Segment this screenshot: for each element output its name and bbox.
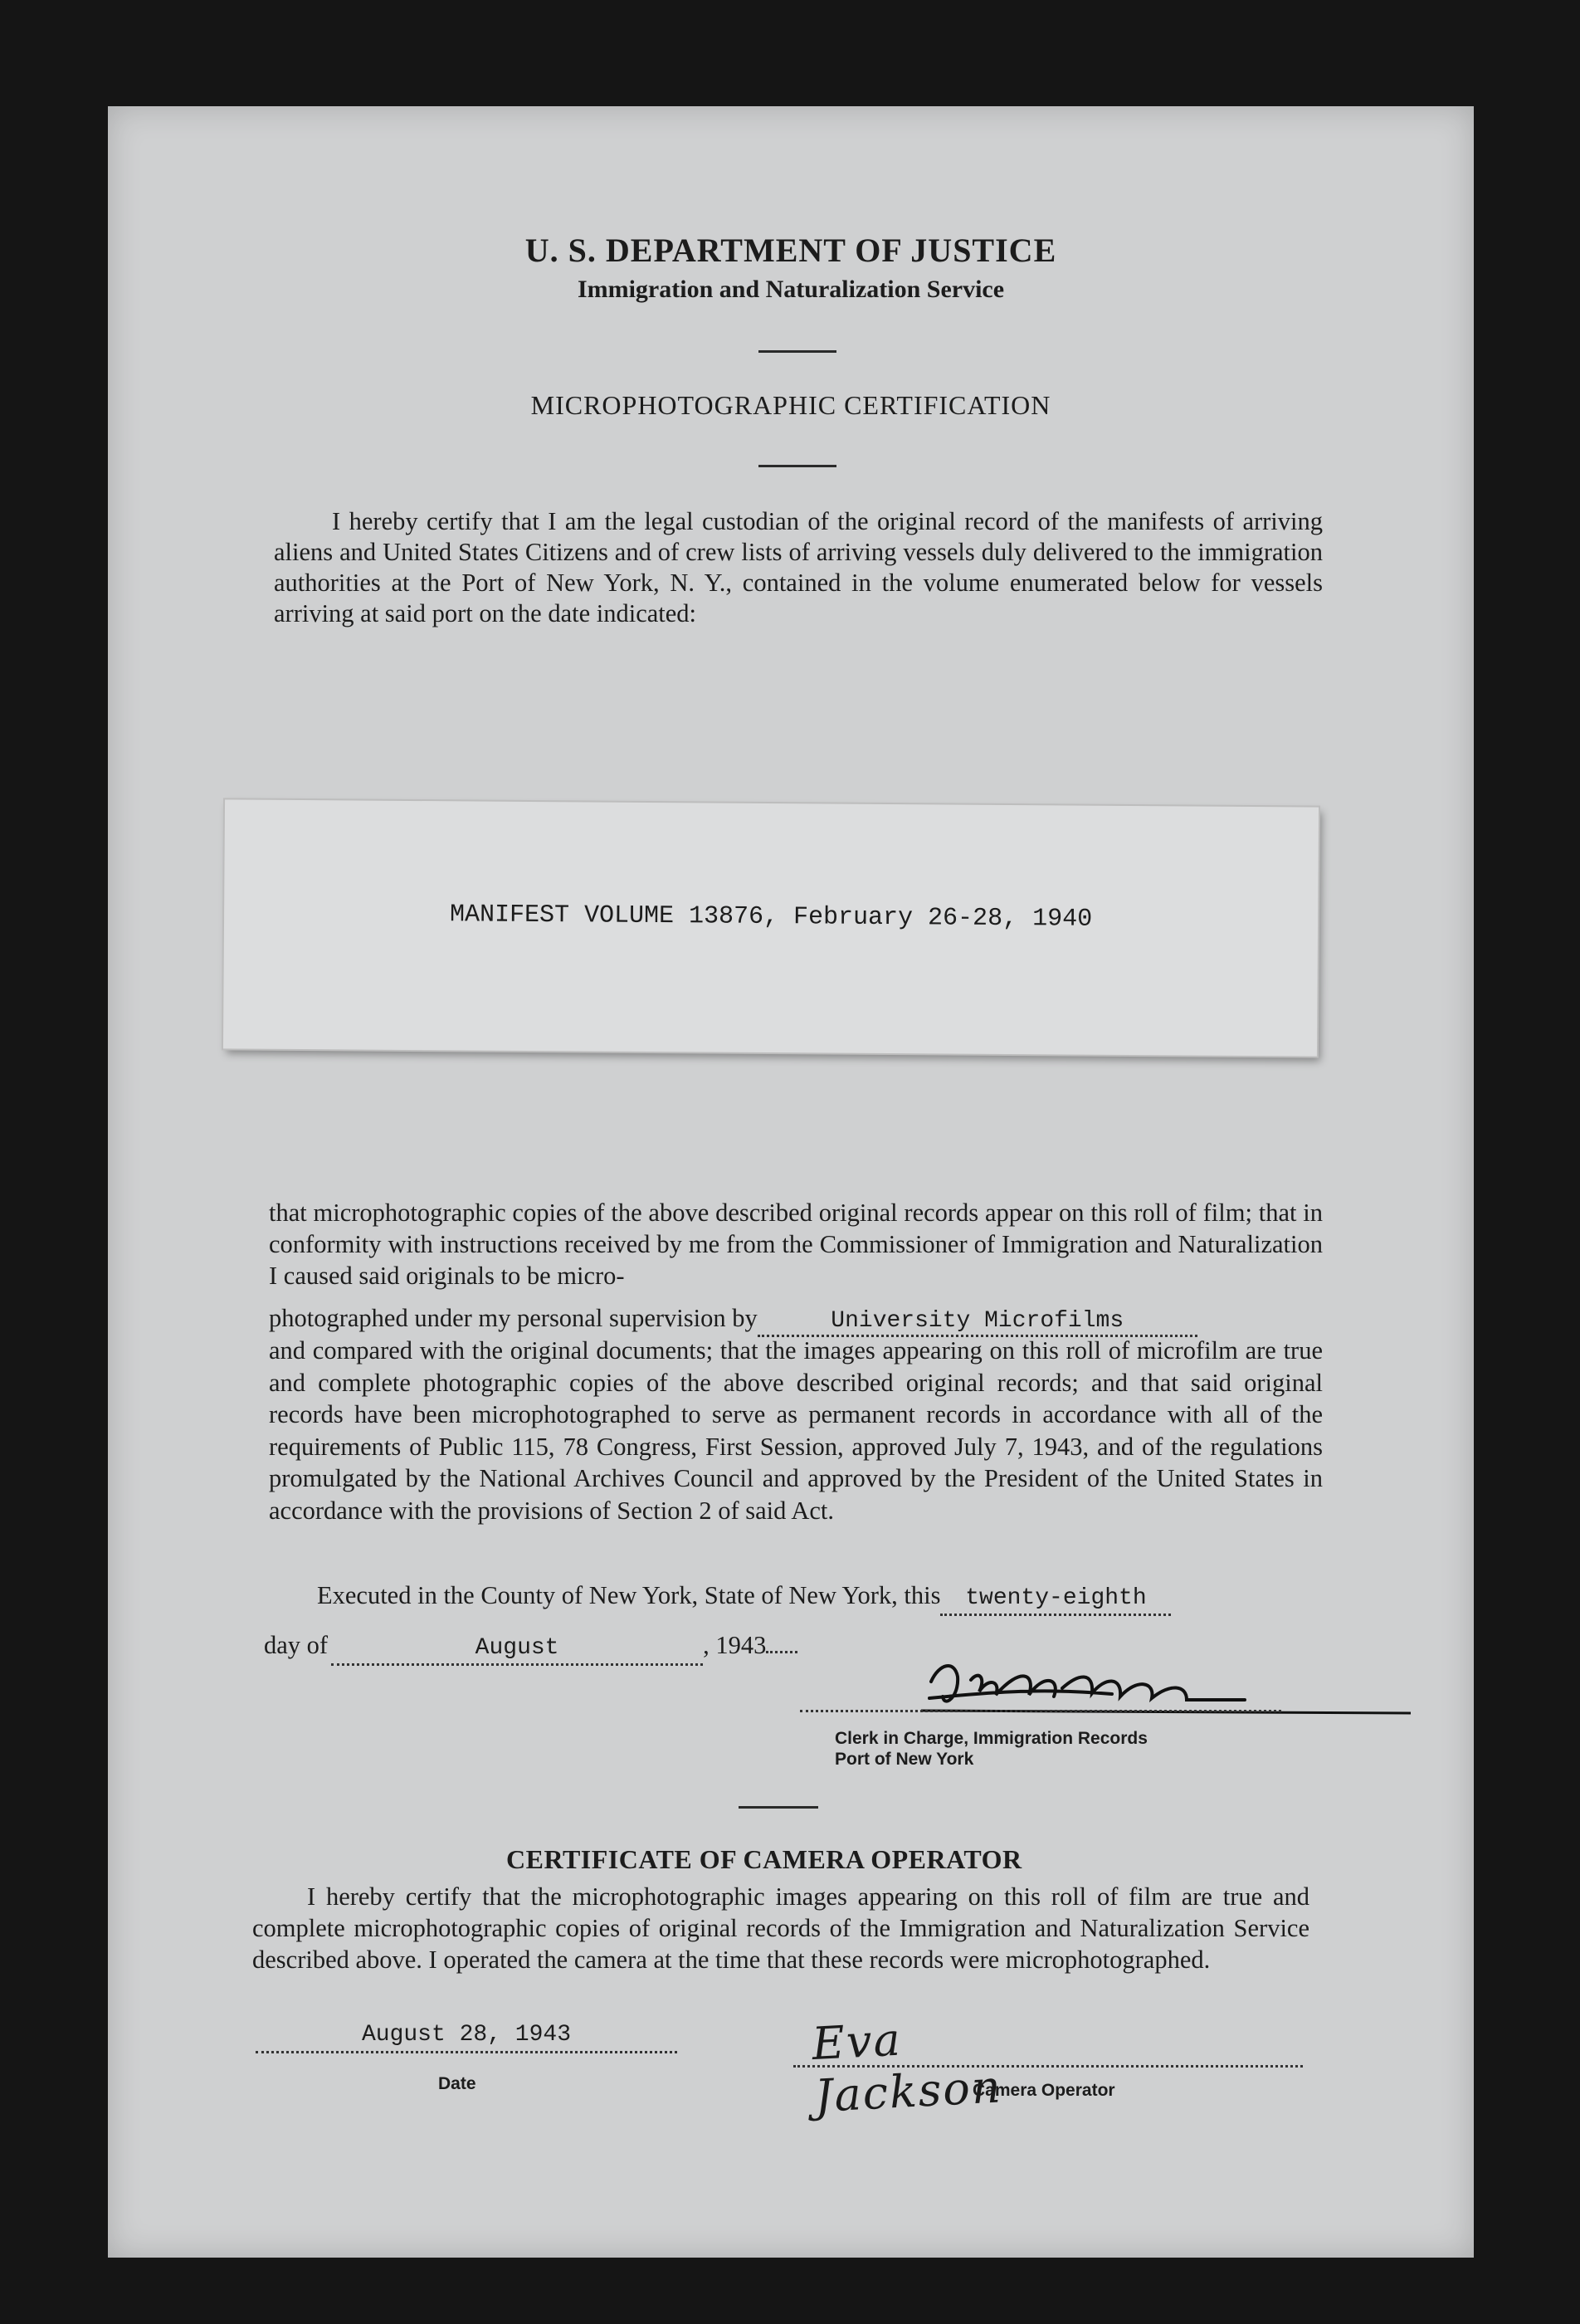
clerk-title-line2: Port of New York: [835, 1750, 974, 1769]
company-value: University Microfilms: [831, 1308, 1124, 1334]
clerk-title-line1: Clerk in Charge, Immigration Records: [835, 1729, 1148, 1748]
clerk-signature-line: [800, 1710, 1281, 1712]
year-label: , 1943: [703, 1631, 767, 1659]
camera-operator-label: Camera Operator: [973, 2081, 1115, 2100]
supervision-line: [269, 1303, 1323, 1339]
volume-slip: [223, 799, 1319, 1056]
camera-section-text: I hereby certify that the microphotographic images appearing on this roll of film are true and complete microphotographic copies of original records of the Immigration and Naturalization Service described above. I operated the camera at the time that these records were microphotographed.: [252, 1882, 1309, 1974]
month-field: [331, 1630, 703, 1666]
agency-heading: U. S. DEPARTMENT OF JUSTICE: [524, 232, 1057, 269]
day-value: twenty-eighth: [965, 1585, 1147, 1611]
camera-operator-signature: Eva Jackson: [810, 2013, 1004, 2123]
date-line: [264, 1630, 797, 1666]
clerk-title: [835, 1728, 1148, 1770]
day-field: [940, 1580, 1171, 1616]
executed-prefix: Executed in the County of New York, State of New York, this: [317, 1581, 941, 1609]
company-field: [758, 1301, 1197, 1337]
day-of-label: day of: [264, 1631, 329, 1659]
camera-operator-line: [793, 2065, 1303, 2068]
divider-rule: [739, 1806, 818, 1809]
executed-line: [317, 1580, 1323, 1616]
certification-part3: and compared with the original documents; that the images appearing on this roll of microfilm are true and complete photographic copies of the above described original records; and that said original records have been microphotographed to serve as permanent records in accordance with all of the requirements of Public 115, 78 Congress, First Session, approved July 7, 1943, and of the regulations promulgated by the National Archives Council and approved by the President of the United States in accordance with the provisions of Section 2 of said Act.: [269, 1336, 1323, 1525]
clerk-signature-image: [896, 1648, 1411, 1731]
camera-date-field: [256, 2022, 677, 2053]
intro-paragraph: I hereby certify that I am the legal custodian of the original record of the manifests of arriving aliens and United States Citizens and of crew lists of arriving vessels duly delivered to the immigration authorities at the Port of New York, N. Y., contained in the volume enumerated below for vessels arriving at said port on the date indicated:: [274, 507, 1323, 627]
divider-rule: [758, 465, 836, 467]
service-subheading: Immigration and Naturalization Service: [577, 276, 1005, 303]
supervision-prefix: photographed under my personal supervision by: [269, 1304, 758, 1332]
camera-date-value: August 28, 1943: [361, 2022, 572, 2048]
divider-rule: [758, 350, 836, 353]
volume-slip-text: MANIFEST VOLUME 13876, February 26-28, 1940: [449, 901, 1093, 934]
month-value: August: [475, 1635, 559, 1661]
camera-date-label: Date: [438, 2074, 476, 2093]
form-title: MICROPHOTOGRAPHIC CERTIFICATION: [530, 390, 1051, 420]
certification-part1: that microphotographic copies of the above described original records appear on this roll of film; that in conformity with instructions received by me from the Commissioner of Immigration and Naturalization I caused said originals to be micro-: [269, 1199, 1323, 1290]
year-trailing-dots: [766, 1651, 797, 1653]
certificate-page: [108, 106, 1474, 2258]
camera-section-title: CERTIFICATE OF CAMERA OPERATOR: [506, 1844, 1022, 1874]
